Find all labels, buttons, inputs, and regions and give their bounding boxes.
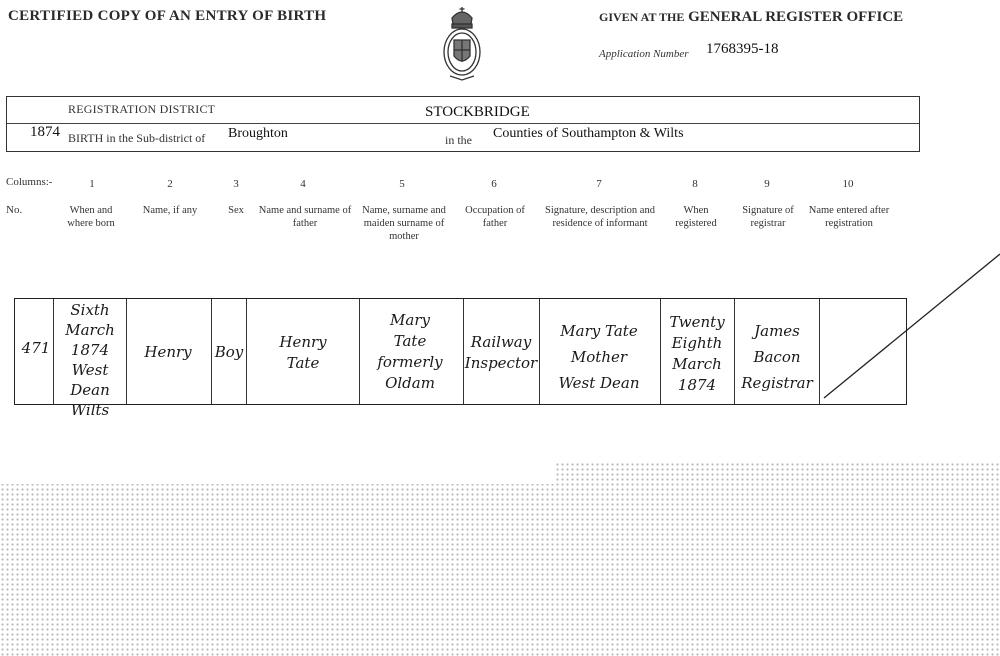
security-dot-pattern <box>0 462 1000 656</box>
given-at-header <box>599 9 903 26</box>
registration-district-label: REGISTRATION DISTRICT <box>68 102 216 116</box>
registration-year: 1874 <box>30 124 60 140</box>
subdistrict-value: Broughton <box>228 126 288 141</box>
column-header-father: Name and surname of father <box>258 205 352 229</box>
column-header-name-after: Name entered after registration <box>808 205 890 229</box>
column-header-when-born: When and where born <box>67 205 115 229</box>
columns-label: Columns:- <box>6 176 53 188</box>
entry-number: 471 <box>21 339 51 357</box>
royal-crest-icon <box>440 4 484 82</box>
cell-father: Henry Tate <box>279 333 327 372</box>
column-header-registrar: Signature of registrar <box>742 205 794 229</box>
column-header-name: Name, if any <box>142 205 198 216</box>
general-register-office: GENERAL REGISTER OFFICE <box>688 9 904 25</box>
registration-district: STOCKBRIDGE <box>425 104 530 120</box>
cell-occupation: Railway Inspector <box>464 333 538 372</box>
in-the-label: in the <box>445 133 472 147</box>
given-at-label: GIVEN AT THE <box>599 10 685 24</box>
cell-informant: Mary Tate Mother West Dean <box>558 322 640 392</box>
column-number: 6 <box>491 178 497 190</box>
county-value: Counties of Southampton & Wilts <box>493 126 684 141</box>
cell-name: Henry <box>144 343 192 361</box>
column-number: 7 <box>596 178 602 190</box>
column-header-sex: Sex <box>228 205 244 216</box>
column-header-occupation: Occupation of father <box>465 205 525 229</box>
column-header-mother: Name, surname and maiden surname of mother <box>362 205 446 242</box>
column-number: 1 <box>89 178 95 190</box>
cell-registrar: James Bacon Registrar <box>741 322 813 392</box>
column-header-informant: Signature, description and residence of informant <box>545 205 655 229</box>
application-number-label: Application Number <box>599 48 689 60</box>
column-number: 3 <box>233 178 239 190</box>
cell-mother: Mary Tate formerly Oldam <box>377 311 443 392</box>
subdistrict-label: BIRTH in the Sub-district of <box>68 131 206 145</box>
cell-when-registered: Twenty Eighth March 1874 <box>669 313 725 394</box>
column-number: 2 <box>167 178 173 190</box>
no-label: No. <box>6 204 23 216</box>
cancellation-stroke <box>818 250 1000 410</box>
column-number: 5 <box>399 178 405 190</box>
column-number: 10 <box>842 178 854 190</box>
column-number: 9 <box>764 178 770 190</box>
cell-sex: Boy <box>214 343 244 361</box>
column-header-when-registered: When registered <box>675 205 717 229</box>
column-number: 8 <box>692 178 698 190</box>
certificate-title: CERTIFIED COPY OF AN ENTRY OF BIRTH <box>8 8 327 24</box>
cell-when-where-born: Sixth March 1874 West Dean Wilts <box>65 301 115 419</box>
column-number: 4 <box>300 178 306 190</box>
application-number: 1768395-18 <box>706 41 779 57</box>
